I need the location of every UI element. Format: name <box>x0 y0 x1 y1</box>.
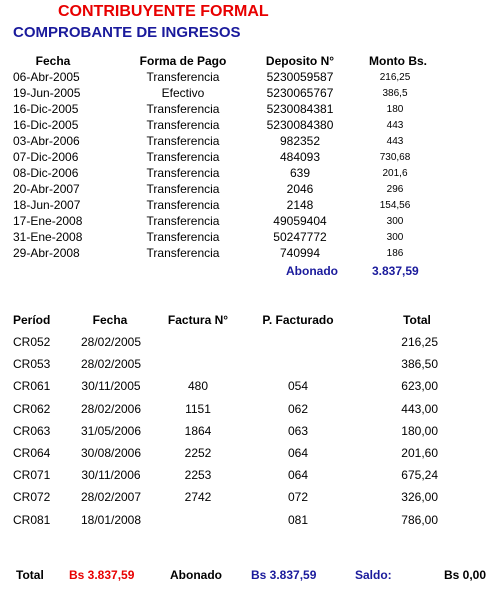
payment-cell-fecha: 07-Dic-2006 <box>13 150 79 164</box>
payment-cell-deposito: 49059404 <box>273 214 327 228</box>
invoice-cell-fecha: 28/02/2005 <box>80 335 142 349</box>
payment-cell-monto: 216,25 <box>379 72 411 83</box>
invoice-cell-factura: 2252 <box>184 446 212 460</box>
invoice-cell-total: 386,50 <box>401 357 438 371</box>
payment-cell-monto: 154,56 <box>379 200 411 211</box>
invoice-cell-periodo: CR053 <box>13 357 51 371</box>
payment-cell-monto: 180 <box>386 104 404 115</box>
invoice-cell-periodo: CR062 <box>13 402 51 416</box>
payment-cell-monto: 300 <box>386 232 404 243</box>
invoice-cell-total: 216,25 <box>401 335 438 349</box>
payments-abonado-value: 3.837,59 <box>372 264 419 278</box>
payment-cell-fecha: 16-Dic-2005 <box>13 118 79 132</box>
summary-total-label: Total <box>16 568 44 582</box>
payment-cell-fecha: 29-Abr-2008 <box>13 246 80 260</box>
payment-cell-fecha: 08-Dic-2006 <box>13 166 79 180</box>
payment-cell-monto: 443 <box>386 120 404 131</box>
payment-cell-monto: 201,6 <box>382 168 408 179</box>
payment-cell-forma: Transferencia <box>146 166 220 180</box>
invoice-cell-facturado: 064 <box>287 468 309 482</box>
payment-cell-deposito: 5230059587 <box>266 70 334 84</box>
payments-header-monto: Monto Bs. <box>369 54 427 68</box>
payment-cell-forma: Transferencia <box>146 150 220 164</box>
payment-cell-fecha: 03-Abr-2006 <box>13 134 80 148</box>
invoice-cell-facturado: 054 <box>287 379 309 393</box>
invoice-cell-facturado: 081 <box>287 513 309 527</box>
payment-cell-forma: Transferencia <box>146 198 220 212</box>
payment-cell-monto: 296 <box>386 184 404 195</box>
invoice-cell-facturado: 072 <box>287 490 309 504</box>
document-title: CONTRIBUYENTE FORMAL <box>58 3 269 20</box>
payments-abonado-label: Abonado <box>286 264 338 278</box>
invoice-cell-total: 786,00 <box>401 513 438 527</box>
invoice-cell-total: 180,00 <box>401 424 438 438</box>
payments-header-fecha: Fecha <box>35 54 71 68</box>
summary-total-value: Bs 3.837,59 <box>69 568 135 582</box>
invoice-cell-periodo: CR081 <box>13 513 51 527</box>
invoice-cell-periodo: CR064 <box>13 446 51 460</box>
invoices-header-total: Total <box>403 313 431 327</box>
summary-abonado-value: Bs 3.837,59 <box>251 568 317 582</box>
invoice-cell-total: 623,00 <box>401 379 438 393</box>
payment-cell-deposito: 982352 <box>279 134 321 148</box>
invoice-cell-total: 443,00 <box>401 402 438 416</box>
payment-cell-deposito: 50247772 <box>273 230 327 244</box>
payment-cell-fecha: 20-Abr-2007 <box>13 182 80 196</box>
invoice-cell-periodo: CR052 <box>13 335 51 349</box>
payments-header-forma: Forma de Pago <box>139 54 227 68</box>
payment-cell-monto: 186 <box>386 248 404 259</box>
payments-header-deposito: Deposito N° <box>265 54 335 68</box>
payment-cell-forma: Transferencia <box>146 134 220 148</box>
payment-cell-forma: Transferencia <box>146 214 220 228</box>
payment-cell-monto: 300 <box>386 216 404 227</box>
invoice-cell-periodo: CR061 <box>13 379 51 393</box>
summary-saldo-label: Saldo: <box>355 568 392 582</box>
invoices-header-periodo: Períod <box>13 313 51 327</box>
invoice-cell-fecha: 30/11/2005 <box>81 379 141 393</box>
invoices-header-fecha: Fecha <box>92 313 128 327</box>
summary-saldo-value: Bs 0,00 <box>444 568 487 582</box>
invoice-cell-facturado: 063 <box>287 424 309 438</box>
payment-cell-fecha: 19-Jun-2005 <box>13 86 81 100</box>
payment-cell-deposito: 484093 <box>279 150 321 164</box>
invoice-cell-periodo: CR072 <box>13 490 51 504</box>
invoice-cell-factura: 2253 <box>184 468 212 482</box>
payment-cell-fecha: 17-Ene-2008 <box>13 214 83 228</box>
payment-cell-monto: 443 <box>386 136 404 147</box>
payment-cell-forma: Transferencia <box>146 182 220 196</box>
payment-cell-monto: 730,68 <box>379 152 411 163</box>
invoices-header-factura: Factura N° <box>167 313 229 327</box>
invoice-cell-fecha: 28/02/2005 <box>80 357 142 371</box>
payment-cell-deposito: 5230084381 <box>266 102 334 116</box>
payment-cell-forma: Transferencia <box>146 230 220 244</box>
payment-cell-fecha: 31-Ene-2008 <box>13 230 83 244</box>
document-subtitle: COMPROBANTE DE INGRESOS <box>13 24 241 41</box>
invoice-cell-factura: 1151 <box>185 402 211 416</box>
payment-cell-deposito: 5230084380 <box>266 118 334 132</box>
payment-cell-forma: Efectivo <box>161 86 205 100</box>
invoice-cell-factura: 480 <box>187 379 209 393</box>
payment-cell-forma: Transferencia <box>146 70 220 84</box>
invoice-cell-total: 675,24 <box>401 468 438 482</box>
invoice-cell-fecha: 28/02/2006 <box>80 402 142 416</box>
invoice-cell-fecha: 31/05/2006 <box>80 424 142 438</box>
invoice-cell-periodo: CR071 <box>13 468 51 482</box>
invoice-cell-facturado: 062 <box>287 402 309 416</box>
payment-cell-deposito: 5230065767 <box>266 86 334 100</box>
invoices-header-facturado: P. Facturado <box>262 313 334 327</box>
invoice-cell-total: 326,00 <box>401 490 438 504</box>
invoice-cell-factura: 2742 <box>184 490 212 504</box>
invoice-cell-fecha: 28/02/2007 <box>80 490 142 504</box>
payment-cell-deposito: 639 <box>289 166 311 180</box>
invoice-cell-periodo: CR063 <box>13 424 51 438</box>
payment-cell-deposito: 2046 <box>286 182 314 196</box>
payment-cell-deposito: 2148 <box>286 198 314 212</box>
payment-cell-forma: Transferencia <box>146 118 220 132</box>
invoice-cell-fecha: 30/08/2006 <box>80 446 142 460</box>
payment-cell-fecha: 16-Dic-2005 <box>13 102 79 116</box>
summary-abonado-label: Abonado <box>170 568 222 582</box>
payment-cell-deposito: 740994 <box>279 246 321 260</box>
payment-cell-forma: Transferencia <box>146 102 220 116</box>
invoice-cell-facturado: 064 <box>287 446 309 460</box>
invoice-cell-total: 201,60 <box>401 446 438 460</box>
payment-cell-forma: Transferencia <box>146 246 220 260</box>
payment-cell-monto: 386,5 <box>382 88 408 99</box>
payment-cell-fecha: 06-Abr-2005 <box>13 70 80 84</box>
invoice-cell-fecha: 18/01/2008 <box>80 513 142 527</box>
invoice-cell-fecha: 30/11/2006 <box>81 468 141 482</box>
payment-cell-fecha: 18-Jun-2007 <box>13 198 81 212</box>
invoice-cell-factura: 1864 <box>184 424 212 438</box>
